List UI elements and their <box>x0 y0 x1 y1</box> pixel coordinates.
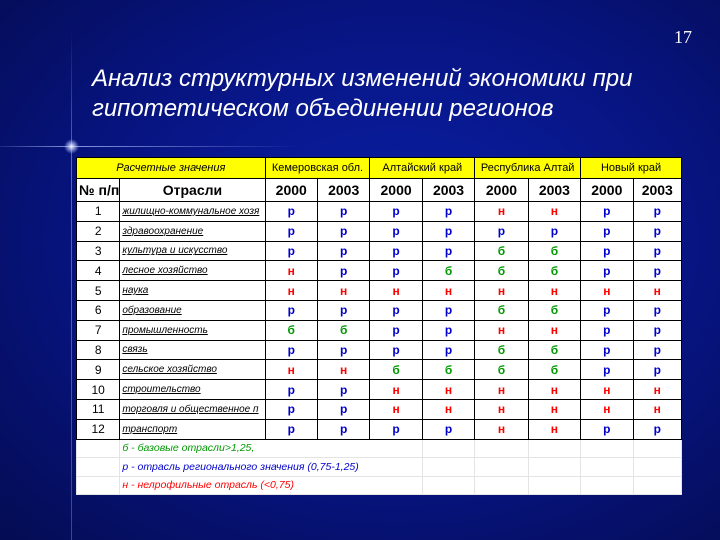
classification-cell: б <box>475 241 528 261</box>
classification-cell: б <box>422 261 474 281</box>
region-header: Новый край <box>581 158 682 179</box>
classification-cell: р <box>317 340 369 360</box>
classification-cell: р <box>581 202 633 222</box>
classification-cell: н <box>475 419 528 439</box>
industry-name: наука <box>120 281 265 301</box>
classification-cell: н <box>633 281 681 301</box>
legend-empty-cell <box>633 439 681 458</box>
legend-empty-cell <box>422 458 474 477</box>
year-header: 2003 <box>528 179 580 202</box>
classification-cell: н <box>475 399 528 419</box>
header-row-regions <box>77 158 682 179</box>
industry-name: торговля и общественное п <box>120 399 265 419</box>
classification-cell: р <box>581 419 633 439</box>
classification-cell: н <box>475 281 528 301</box>
classification-cell: р <box>317 202 369 222</box>
classification-cell: н <box>528 419 580 439</box>
classification-cell: р <box>317 261 369 281</box>
year-header: 2000 <box>581 179 633 202</box>
table-row <box>77 202 682 222</box>
legend-row <box>77 458 682 477</box>
row-number: 3 <box>77 241 120 261</box>
classification-cell: р <box>633 221 681 241</box>
classification-cell: р <box>422 202 474 222</box>
column-number-header: № п/п <box>77 179 120 202</box>
classification-cell: р <box>265 300 317 320</box>
classification-cell: н <box>528 399 580 419</box>
column-industry-header: Отрасли <box>120 179 265 202</box>
classification-cell: н <box>317 360 369 380</box>
row-number: 1 <box>77 202 120 222</box>
classification-cell: р <box>581 320 633 340</box>
legend-empty-cell <box>475 458 528 477</box>
row-number: 5 <box>77 281 120 301</box>
classification-cell: н <box>581 399 633 419</box>
classification-cell: р <box>265 380 317 400</box>
classification-cell: р <box>265 241 317 261</box>
classification-cell: р <box>265 340 317 360</box>
row-number: 12 <box>77 419 120 439</box>
data-table-container <box>76 157 682 495</box>
classification-cell: б <box>422 360 474 380</box>
classification-cell: р <box>422 419 474 439</box>
industry-name: связь <box>120 340 265 360</box>
classification-cell: б <box>370 360 422 380</box>
classification-cell: р <box>370 221 422 241</box>
legend-text: б - базовые отрасли>1,25, <box>120 439 422 458</box>
classification-cell: н <box>422 399 474 419</box>
classification-cell: р <box>265 399 317 419</box>
decorative-vertical-line <box>71 30 72 540</box>
classification-cell: б <box>317 320 369 340</box>
year-header: 2000 <box>475 179 528 202</box>
legend-spacer <box>77 439 120 458</box>
region-header: Кемеровская обл. <box>265 158 370 179</box>
industry-name: жилищно-коммунальное хозя <box>120 202 265 222</box>
table-row <box>77 419 682 439</box>
legend-row <box>77 439 682 458</box>
year-header: 2003 <box>317 179 369 202</box>
classification-cell: р <box>317 241 369 261</box>
region-header: Алтайский край <box>370 158 475 179</box>
classification-cell: р <box>370 261 422 281</box>
classification-cell: б <box>528 340 580 360</box>
classification-cell: р <box>370 202 422 222</box>
row-number: 4 <box>77 261 120 281</box>
classification-cell: р <box>475 221 528 241</box>
legend-spacer <box>77 458 120 477</box>
classification-cell: р <box>422 221 474 241</box>
classification-cell: р <box>370 241 422 261</box>
classification-cell: н <box>265 281 317 301</box>
classification-cell: р <box>370 340 422 360</box>
classification-cell: н <box>528 380 580 400</box>
classification-cell: н <box>581 281 633 301</box>
table-row <box>77 399 682 419</box>
classification-cell: р <box>422 320 474 340</box>
legend-empty-cell <box>581 458 633 477</box>
classification-cell: б <box>528 360 580 380</box>
legend-empty-cell <box>422 476 474 495</box>
year-header: 2003 <box>633 179 681 202</box>
classification-cell: н <box>265 261 317 281</box>
row-number: 7 <box>77 320 120 340</box>
legend-empty-cell <box>528 458 580 477</box>
industry-name: промышленность <box>120 320 265 340</box>
classification-cell: н <box>475 320 528 340</box>
year-header: 2000 <box>265 179 317 202</box>
slide-title: Анализ структурных изменений экономики при гипотетическом объединении регионов <box>92 65 633 122</box>
region-header: Республика Алтай <box>475 158 581 179</box>
year-header: 2000 <box>370 179 422 202</box>
classification-cell: р <box>581 340 633 360</box>
classification-cell: р <box>370 300 422 320</box>
legend-empty-cell <box>528 476 580 495</box>
classification-cell: р <box>633 202 681 222</box>
classification-cell: н <box>422 380 474 400</box>
classification-cell: н <box>581 380 633 400</box>
legend-row <box>77 476 682 495</box>
row-number: 6 <box>77 300 120 320</box>
slide-number: 17 <box>674 27 692 47</box>
classification-cell: р <box>633 419 681 439</box>
classification-cell: б <box>528 261 580 281</box>
classification-cell: н <box>528 202 580 222</box>
classification-cell: р <box>581 360 633 380</box>
row-number: 9 <box>77 360 120 380</box>
table-row <box>77 300 682 320</box>
table-row <box>77 360 682 380</box>
calc-values-label: Расчетные значения <box>77 158 266 179</box>
classification-cell: б <box>265 320 317 340</box>
table-row <box>77 261 682 281</box>
classification-cell: р <box>317 380 369 400</box>
industry-name: лесное хозяйство <box>120 261 265 281</box>
classification-cell: б <box>528 241 580 261</box>
classification-cell: р <box>317 399 369 419</box>
classification-cell: б <box>475 340 528 360</box>
decorative-sparkle <box>64 139 79 154</box>
legend-empty-cell <box>633 476 681 495</box>
legend-spacer <box>77 476 120 495</box>
row-number: 11 <box>77 399 120 419</box>
table-row <box>77 340 682 360</box>
row-number: 10 <box>77 380 120 400</box>
classification-cell: б <box>475 300 528 320</box>
table-row <box>77 221 682 241</box>
legend-empty-cell <box>475 439 528 458</box>
classification-cell: н <box>265 360 317 380</box>
legend-empty-cell <box>475 476 528 495</box>
classification-cell: р <box>370 419 422 439</box>
classification-cell: р <box>317 300 369 320</box>
legend-empty-cell <box>633 458 681 477</box>
decorative-horizontal-line <box>0 146 300 147</box>
classification-cell: р <box>370 320 422 340</box>
classification-cell: б <box>528 300 580 320</box>
classification-cell: р <box>265 419 317 439</box>
classification-cell: р <box>265 221 317 241</box>
classification-cell: н <box>633 399 681 419</box>
legend-empty-cell <box>581 476 633 495</box>
classification-cell: р <box>581 241 633 261</box>
year-header: 2003 <box>422 179 474 202</box>
classification-cell: б <box>475 261 528 281</box>
industry-name: образование <box>120 300 265 320</box>
industry-name: транспорт <box>120 419 265 439</box>
classification-cell: н <box>370 399 422 419</box>
classification-cell: р <box>422 241 474 261</box>
legend-empty-cell <box>581 439 633 458</box>
classification-cell: н <box>633 380 681 400</box>
legend-text: н - нелрофильные отрасль (<0,75) <box>120 476 422 495</box>
classification-cell: р <box>265 202 317 222</box>
industry-name: сельское хозяйство <box>120 360 265 380</box>
classification-cell: н <box>475 202 528 222</box>
industry-name: строительство <box>120 380 265 400</box>
classification-cell: р <box>581 221 633 241</box>
classification-cell: р <box>633 261 681 281</box>
industry-structure-table <box>76 157 682 495</box>
classification-cell: н <box>475 380 528 400</box>
table-row <box>77 380 682 400</box>
table-row <box>77 281 682 301</box>
classification-cell: р <box>317 419 369 439</box>
classification-cell: р <box>422 340 474 360</box>
legend-empty-cell <box>528 439 580 458</box>
row-number: 8 <box>77 340 120 360</box>
classification-cell: н <box>422 281 474 301</box>
industry-name: здравоохранение <box>120 221 265 241</box>
classification-cell: н <box>528 320 580 340</box>
classification-cell: р <box>317 221 369 241</box>
header-row-years <box>77 179 682 202</box>
row-number: 2 <box>77 221 120 241</box>
classification-cell: р <box>581 261 633 281</box>
industry-name: культура и искусство <box>120 241 265 261</box>
classification-cell: р <box>528 221 580 241</box>
table-row <box>77 320 682 340</box>
classification-cell: р <box>633 300 681 320</box>
classification-cell: р <box>633 360 681 380</box>
classification-cell: р <box>633 320 681 340</box>
legend-empty-cell <box>422 439 474 458</box>
legend-text: р - отрасль регионального значения (0,75-1,25) <box>120 458 422 477</box>
classification-cell: н <box>528 281 580 301</box>
classification-cell: р <box>422 300 474 320</box>
classification-cell: н <box>370 281 422 301</box>
classification-cell: р <box>581 300 633 320</box>
table-row <box>77 241 682 261</box>
classification-cell: н <box>370 380 422 400</box>
classification-cell: р <box>633 241 681 261</box>
classification-cell: б <box>475 360 528 380</box>
classification-cell: р <box>633 340 681 360</box>
classification-cell: н <box>317 281 369 301</box>
